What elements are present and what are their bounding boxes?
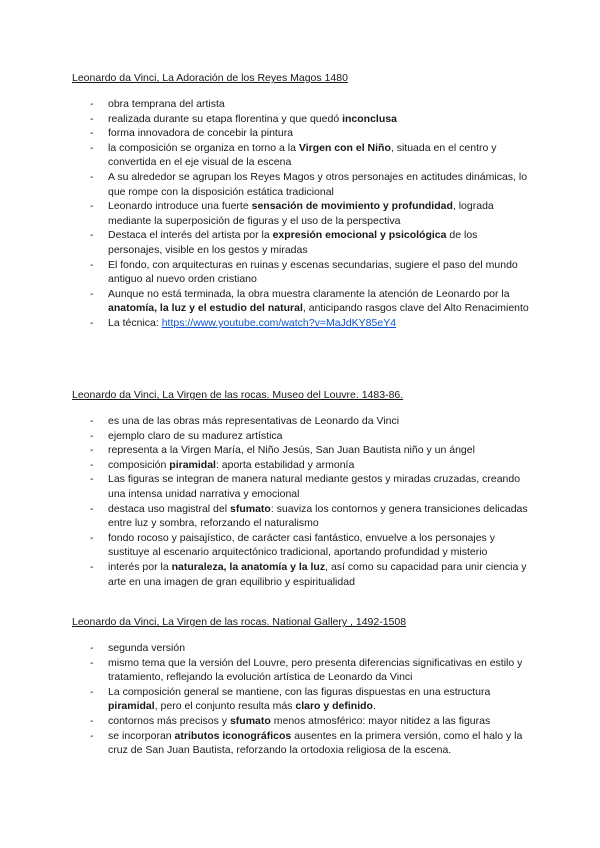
dash-bullet: - — [90, 415, 94, 427]
list-item — [72, 429, 534, 444]
item-text: menos atmosférico: mayor nitidez a las figuras — [270, 714, 491, 727]
dash-bullet: - — [90, 112, 94, 125]
dash-bullet: - — [90, 729, 94, 742]
section-heading: Leonardo da Vinci, La Adoración de los Reyes Magos 1480 — [72, 72, 348, 84]
bold-text: sfumato — [229, 714, 271, 727]
dash-bullet: - — [90, 560, 94, 573]
item-text: A su alrededor se agrupan los Reyes Magos y otros personajes en actitudes dinámicas, lo que rompe con la disposición estática tradicional — [108, 170, 528, 198]
dash-bullet: - — [90, 200, 94, 213]
dash-bullet: - — [90, 502, 94, 515]
bullet-list — [72, 641, 534, 758]
item-text: , así como su capacidad para unir ciencia y arte en una imagen de gran equilibrio y espiritualidad — [108, 560, 527, 588]
dash-bullet: - — [90, 642, 94, 654]
item-text: : suaviza los contornos y genera transiciones delicadas entre luz y sombra, reforzando el naturalismo — [108, 502, 528, 530]
bold-text: atributos iconográficos — [174, 729, 292, 742]
item-text: ejemplo claro de su madurez artística — [108, 429, 283, 442]
dash-bullet: - — [90, 287, 94, 300]
list-item — [72, 199, 534, 228]
item-text: mismo tema que la versión del Louvre, pero presenta diferencias significativas en estilo y tratamiento, reflejando la evolución artística de Leonardo da Vinci — [108, 656, 523, 684]
bold-text: sensación de movimiento y profundidad — [251, 200, 453, 213]
dash-bullet: - — [90, 127, 94, 140]
item-text: : aporta estabilidad y armonía — [215, 458, 355, 471]
item-text: Destaca el interés del artista por la — [108, 229, 273, 242]
item-text: la composición se organiza en torno a la — [108, 141, 299, 154]
item-text: de los personajes, visible en los gestos y miradas — [108, 229, 478, 256]
list-item — [72, 414, 534, 429]
bold-text: naturaleza, la anatomía y la luz — [171, 560, 326, 573]
bold-text: piramidal — [169, 458, 216, 471]
dash-bullet: - — [90, 258, 94, 271]
item-text: segunda versión — [108, 642, 186, 654]
item-text: es una de las obras más representativas de Leonardo da Vinci — [108, 415, 400, 427]
item-text: forma innovadora de concebir la pintura — [108, 127, 294, 140]
dash-bullet: - — [90, 141, 94, 154]
item-text: representa a la Virgen María, el Niño Jesús, San Juan Bautista niño y un ángel — [108, 444, 475, 457]
bold-text: claro y definido — [295, 700, 373, 713]
list-item — [72, 641, 534, 656]
list-item — [72, 228, 534, 257]
bold-text: anatomía, la luz y el estudio del natural — [108, 302, 303, 315]
item-text: La técnica: — [108, 316, 162, 329]
bold-text: inconclusa — [342, 112, 397, 125]
item-text: ausentes en la primera versión, como el halo y la cruz de San Juan Bautista, reforzando la ortodoxia religiosa de la escena. — [108, 729, 523, 757]
list-item — [72, 258, 534, 287]
bold-text: piramidal — [108, 700, 155, 713]
list-item — [72, 287, 534, 316]
item-text: Aunque no está terminada, la obra muestra claramente la atención de Leonardo por la — [108, 287, 510, 300]
bullet-list — [72, 414, 534, 589]
item-text: La composición general se mantiene, con las figuras dispuestas en una estructura — [108, 685, 491, 698]
list-item — [72, 97, 534, 112]
list-item — [72, 141, 534, 170]
list-item — [72, 714, 534, 729]
item-text: destaca uso magistral del — [108, 502, 230, 515]
dash-bullet: - — [90, 473, 94, 486]
item-text: obra temprana del artista — [108, 98, 225, 110]
video-link[interactable]: https://www.youtube.com/watch?v=MaJdKY85eY4 — [161, 316, 397, 329]
list-item — [72, 443, 534, 458]
dash-bullet: - — [90, 531, 94, 544]
list-item — [72, 126, 534, 141]
list-item — [72, 112, 534, 127]
bullet-list — [72, 97, 534, 331]
item-text: se incorporan — [108, 729, 175, 742]
list-item — [72, 531, 534, 560]
dash-bullet: - — [90, 98, 94, 110]
bold-text: sfumato — [229, 502, 271, 515]
item-text: composición — [108, 458, 170, 471]
item-text: , situada en el centro y convertida en el eje visual de la escena — [108, 141, 497, 169]
dash-bullet: - — [90, 714, 94, 727]
list-item — [72, 560, 534, 589]
dash-bullet: - — [90, 685, 94, 698]
bold-text: expresión emocional y psicológica — [272, 229, 447, 242]
dash-bullet: - — [90, 316, 94, 329]
dash-bullet: - — [90, 429, 94, 442]
item-text: El fondo, con arquitecturas en ruinas y escenas secundarias, sugiere el paso del mundo antiguo al nuevo orden cristiano — [108, 258, 518, 286]
dash-bullet: - — [90, 229, 94, 242]
item-text: contornos más precisos y — [108, 714, 230, 727]
dash-bullet: - — [90, 444, 94, 457]
item-text: Las figuras se integran de manera natural mediante gestos y miradas cruzadas, creando una intensa unidad narrativa y emocional — [108, 473, 521, 500]
section-heading: Leonardo da Vinci, La Virgen de las rocas. National Gallery , 1492-1508 — [72, 616, 407, 628]
list-item — [72, 729, 534, 758]
list-item — [72, 458, 534, 473]
item-text: Leonardo introduce una fuerte — [108, 200, 252, 213]
dash-bullet: - — [90, 458, 94, 471]
section-adoracion — [72, 72, 534, 331]
section-heading: Leonardo da Vinci, La Virgen de las rocas. Museo del Louvre. 1483-86. — [72, 389, 404, 401]
item-text: . — [372, 700, 376, 713]
list-item — [72, 656, 534, 685]
list-item — [72, 502, 534, 531]
dash-bullet: - — [90, 170, 94, 183]
item-text: realizada durante su etapa florentina y que quedó — [108, 112, 343, 125]
list-item — [72, 685, 534, 714]
item-text: fondo rocoso y paisajístico, de carácter casi fantástico, envuelve a los personajes y sustituye al escenario arquitectónico tradicional, aportando profundidad y misterio — [108, 531, 495, 559]
item-text: , pero el conjunto resulta más — [154, 700, 296, 713]
dash-bullet: - — [90, 656, 94, 669]
section-virgen-rocas-national-gallery — [72, 616, 534, 758]
item-text: , lograda mediante la superposición de figuras y el uso de la perspectiva — [108, 200, 494, 227]
section-virgen-rocas-louvre — [72, 389, 534, 589]
list-item — [72, 316, 534, 331]
bold-text: Virgen con el Niño — [298, 141, 391, 154]
list-item — [72, 170, 534, 199]
item-text: interés por la — [108, 560, 172, 573]
item-text: , anticipando rasgos clave del Alto Renacimiento — [302, 302, 529, 315]
list-item — [72, 472, 534, 501]
